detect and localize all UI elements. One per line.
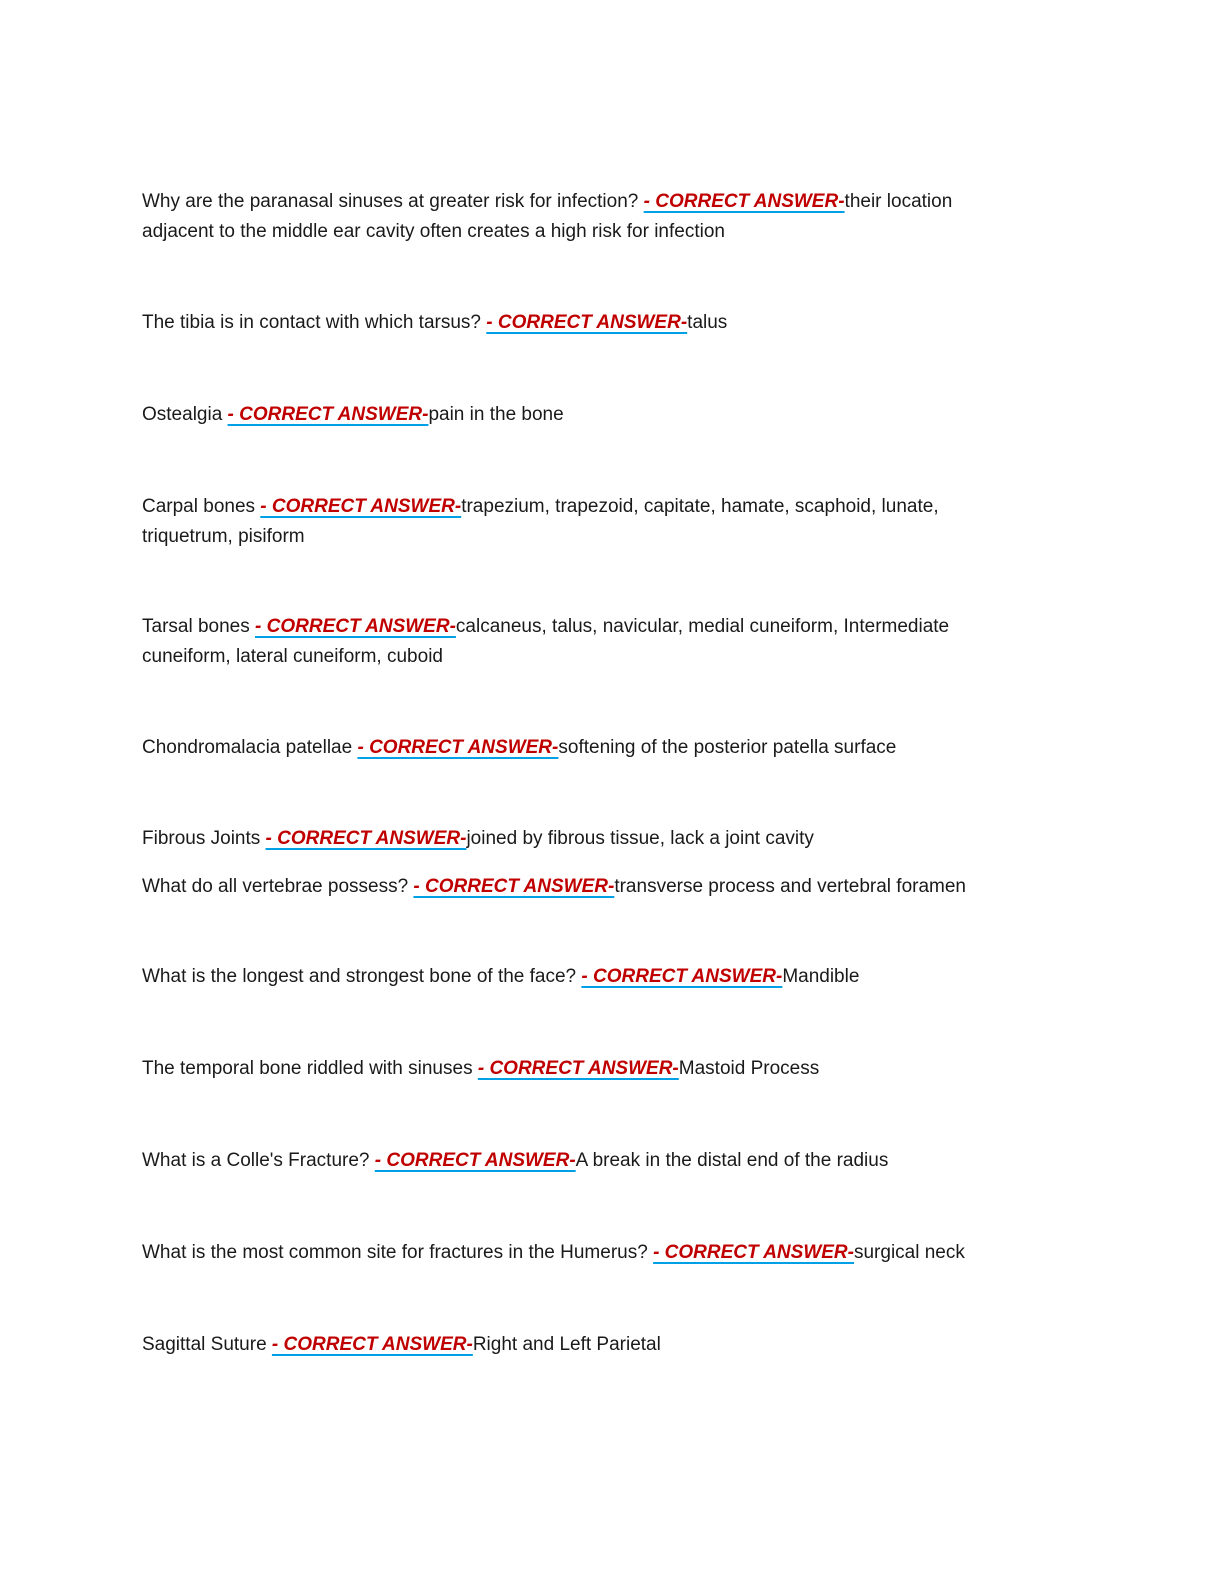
answer-text: Mastoid Process bbox=[678, 1058, 820, 1079]
answer-text: softening of the posterior patella surface bbox=[558, 737, 897, 758]
qa-item bbox=[142, 308, 1022, 338]
correct-answer-separator: - CORRECT ANSWER- bbox=[477, 1058, 679, 1079]
answer-text: joined by fibrous tissue, lack a joint cavity bbox=[466, 828, 814, 849]
answer-text: surgical neck bbox=[853, 1242, 965, 1263]
correct-answer-separator: - CORRECT ANSWER- bbox=[265, 828, 467, 849]
question-text: What do all vertebrae possess? bbox=[142, 876, 414, 897]
correct-answer-separator: - CORRECT ANSWER- bbox=[486, 312, 688, 333]
question-text: The tibia is in contact with which tarsus? bbox=[142, 312, 487, 333]
correct-answer-separator: - CORRECT ANSWER- bbox=[581, 966, 783, 987]
correct-answer-separator: - CORRECT ANSWER- bbox=[643, 191, 845, 212]
answer-text: pain in the bone bbox=[428, 404, 564, 425]
answer-text: A break in the distal end of the radius bbox=[575, 1150, 889, 1171]
question-text: Carpal bones bbox=[142, 496, 261, 517]
qa-item bbox=[142, 400, 1022, 430]
correct-answer-separator: - CORRECT ANSWER- bbox=[653, 1242, 854, 1263]
answer-text: Right and Left Parietal bbox=[472, 1334, 661, 1355]
qa-item bbox=[142, 733, 1022, 763]
correct-answer-separator: - CORRECT ANSWER- bbox=[271, 1334, 473, 1355]
answer-text: their location adjacent to the middle ear cavity often creates a high risk for infection bbox=[142, 191, 953, 242]
question-text: What is the longest and strongest bone of the face? bbox=[142, 966, 582, 987]
question-text: The temporal bone riddled with sinuses bbox=[142, 1058, 478, 1079]
qa-item bbox=[142, 962, 1022, 992]
correct-answer-separator: - CORRECT ANSWER- bbox=[374, 1150, 576, 1171]
correct-answer-separator: - CORRECT ANSWER- bbox=[227, 404, 429, 425]
qa-item bbox=[142, 492, 1022, 552]
question-text: Why are the paranasal sinuses at greater risk for infection? bbox=[142, 191, 644, 212]
question-text: What is the most common site for fractures in the Humerus? bbox=[142, 1242, 654, 1263]
qa-item bbox=[142, 1330, 1022, 1360]
question-text: Fibrous Joints bbox=[142, 828, 266, 849]
question-text: What is a Colle's Fracture? bbox=[142, 1150, 375, 1171]
question-text: Sagittal Suture bbox=[142, 1334, 272, 1355]
question-text: Chondromalacia patellae bbox=[142, 737, 358, 758]
correct-answer-separator: - CORRECT ANSWER- bbox=[413, 876, 615, 897]
question-text: Tarsal bones bbox=[142, 616, 256, 637]
correct-answer-separator: - CORRECT ANSWER- bbox=[357, 737, 559, 758]
qa-item bbox=[142, 612, 1022, 672]
answer-text: trapezium, trapezoid, capitate, hamate, scaphoid, lunate, triquetrum, pisiform bbox=[142, 496, 939, 547]
correct-answer-separator: - CORRECT ANSWER- bbox=[255, 616, 456, 637]
qa-item bbox=[142, 824, 1022, 854]
qa-item bbox=[142, 187, 1022, 247]
answer-text: transverse process and vertebral foramen bbox=[614, 876, 966, 897]
qa-item bbox=[142, 1146, 1022, 1176]
answer-text: calcaneus, talus, navicular, medial cuneiform, Intermediate cuneiform, lateral cuneiform, cuboid bbox=[142, 616, 950, 667]
question-text: Ostealgia bbox=[142, 404, 228, 425]
answer-text: Mandible bbox=[782, 966, 860, 987]
correct-answer-separator: - CORRECT ANSWER- bbox=[260, 496, 462, 517]
qa-item bbox=[142, 872, 1022, 902]
qa-item bbox=[142, 1238, 1022, 1268]
qa-item bbox=[142, 1054, 1022, 1084]
answer-text: talus bbox=[687, 312, 728, 333]
